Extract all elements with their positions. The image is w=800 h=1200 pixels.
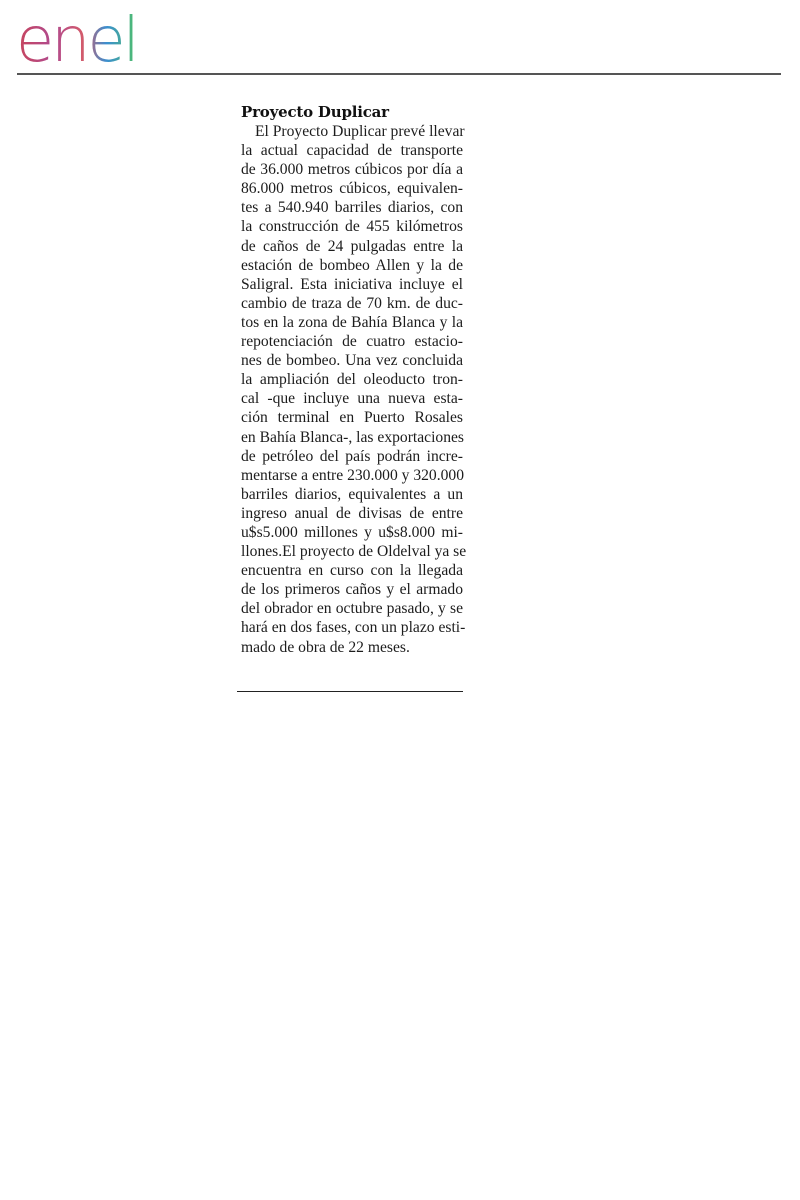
article-body-line: Saligral. Esta iniciativa incluye el <box>241 275 463 293</box>
article-body-line: nes de bombeo. Una vez concluida <box>241 352 463 370</box>
article <box>241 102 467 657</box>
article-body-line: estación de bombeo Allen y la de <box>241 256 463 274</box>
article-body-line: en Bahía Blanca-, las exportaciones <box>241 428 464 446</box>
header-divider <box>17 73 781 75</box>
article-body-line: la ampliación del oleoducto tron- <box>241 371 463 389</box>
article-body-line: 86.000 metros cúbicos, equivalen- <box>241 180 463 198</box>
article-heading: Proyecto Duplicar <box>241 103 389 121</box>
article-body-line: mado de obra de 22 meses. <box>241 638 410 656</box>
article-body-line: encuentra en curso con la llegada <box>241 562 463 580</box>
article-body-line: de caños de 24 pulgadas entre la <box>241 237 463 255</box>
article-body-line: llones.El proyecto de Oldelval ya se <box>241 543 467 561</box>
article-end-divider <box>237 691 463 692</box>
enel-logo <box>16 14 172 68</box>
enel-logo-text: enel <box>16 14 137 68</box>
article-body-line: tos en la zona de Bahía Blanca y la <box>241 313 463 331</box>
article-body-line: de petróleo del país podrán incre- <box>241 447 463 465</box>
enel-logo-graphic <box>16 14 172 68</box>
article-body-line: hará en dos fases, con un plazo esti- <box>241 619 466 637</box>
article-body-line: cambio de traza de 70 km. de duc- <box>241 294 463 312</box>
article-body-line: cal -que incluye una nueva esta- <box>241 390 463 408</box>
article-body-line: de 36.000 metros cúbicos por día a <box>241 161 463 179</box>
article-body-line: u$s5.000 millones y u$s8.000 mi- <box>241 523 463 541</box>
article-body-line: ingreso anual de divisas de entre <box>241 504 463 522</box>
article-body-line: del obrador en octubre pasado, y se <box>241 600 463 618</box>
article-body <box>241 122 467 657</box>
article-body-line: la construcción de 455 kilómetros <box>241 218 463 236</box>
article-body-line: ción terminal en Puerto Rosales <box>241 409 463 427</box>
article-body-line: tes a 540.940 barriles diarios, con <box>241 199 463 217</box>
article-body-line: de los primeros caños y el armado <box>241 581 463 599</box>
article-body-line: mentarse a entre 230.000 y 320.000 <box>241 466 465 484</box>
article-body-line: la actual capacidad de transporte <box>241 142 463 160</box>
article-body-line: El Proyecto Duplicar prevé llevar <box>255 123 465 140</box>
article-body-line: repotenciación de cuatro estacio- <box>241 333 463 351</box>
article-body-line: barriles diarios, equivalentes a un <box>241 485 463 503</box>
